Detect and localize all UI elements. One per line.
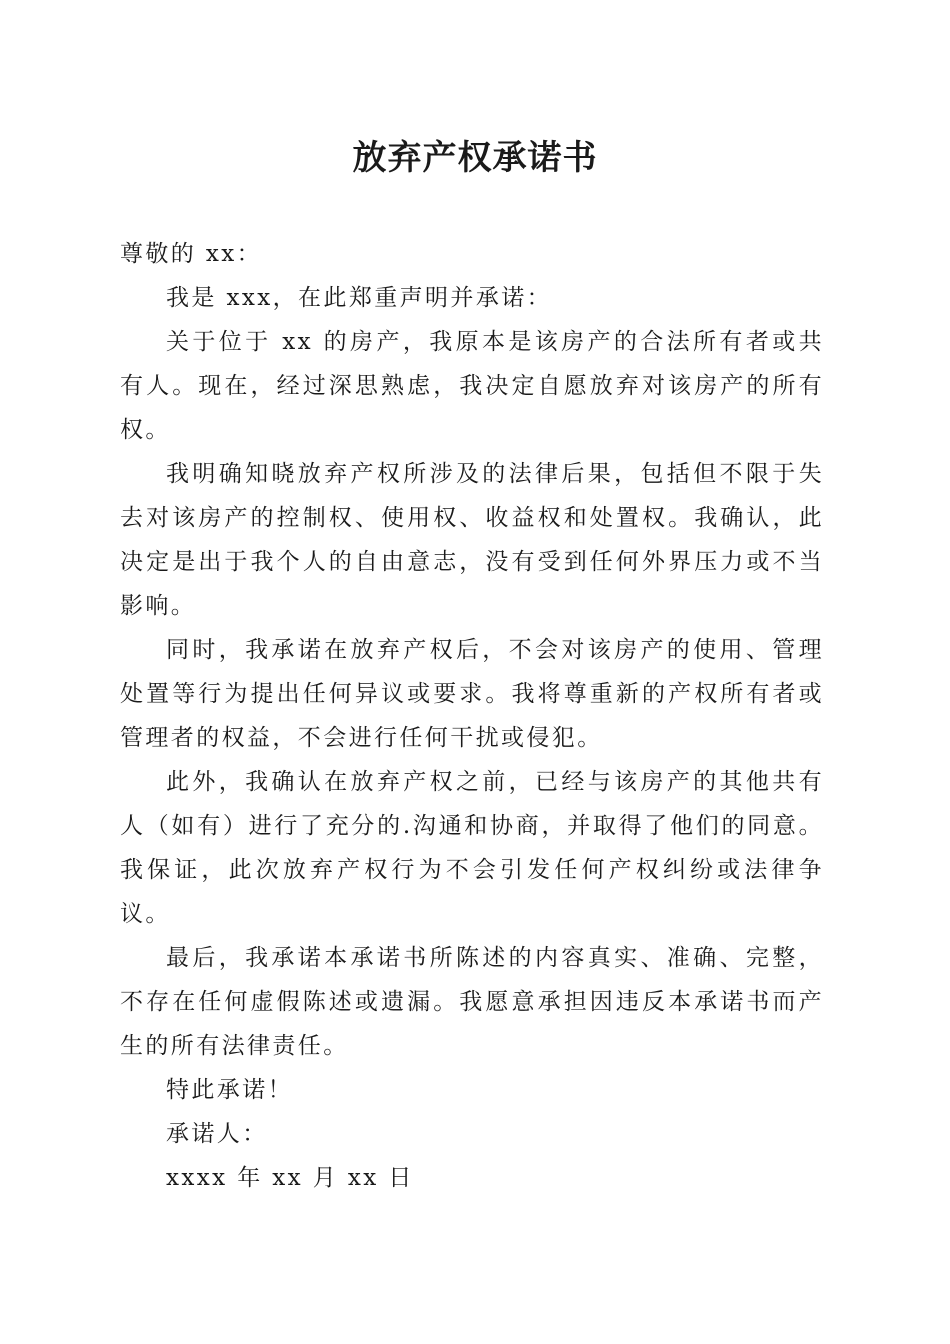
document-body: [120, 232, 824, 1200]
paragraph-co-owners: 此外，我确认在放弃产权之前，已经与该房产的其他共有人（如有）进行了充分的.沟通和协商，并取得了他们的同意。我保证，此次放弃产权行为不会引发任何产权纠纷或法律争议。: [120, 769, 824, 927]
signature-date: xxxx 年 xx 月 xx 日: [166, 1165, 414, 1191]
salutation: 尊敬的 xx：: [120, 241, 263, 267]
paragraph-declaration: 我是 xxx，在此郑重声明并承诺：: [166, 285, 553, 311]
paragraph-consequences: 我明确知晓放弃产权所涉及的法律后果，包括但不限于失去对该房产的控制权、使用权、收益权和处置权。我确认，此决定是出于我个人的自由意志，没有受到任何外界压力或不当影响。: [120, 461, 824, 619]
paragraph-no-objection: 同时，我承诺在放弃产权后，不会对该房产的使用、管理处置等行为提出任何异议或要求。我将尊重新的产权所有者或管理者的权益，不会进行任何干扰或侵犯。: [120, 637, 824, 751]
paragraph-truthfulness: 最后，我承诺本承诺书所陈述的内容真实、准确、完整，不存在任何虚假陈述或遗漏。我愿意承担因违反本承诺书而产生的所有法律责任。: [120, 945, 824, 1059]
signer-label: 承诺人：: [166, 1121, 268, 1147]
document-title: 放弃产权承诺书: [352, 138, 598, 178]
paragraph-property: 关于位于 xx 的房产，我原本是该房产的合法所有者或共有人。现在，经过深思熟虑，我决定自愿放弃对该房产的所有权。: [120, 329, 824, 443]
closing-statement: 特此承诺！: [166, 1077, 293, 1103]
